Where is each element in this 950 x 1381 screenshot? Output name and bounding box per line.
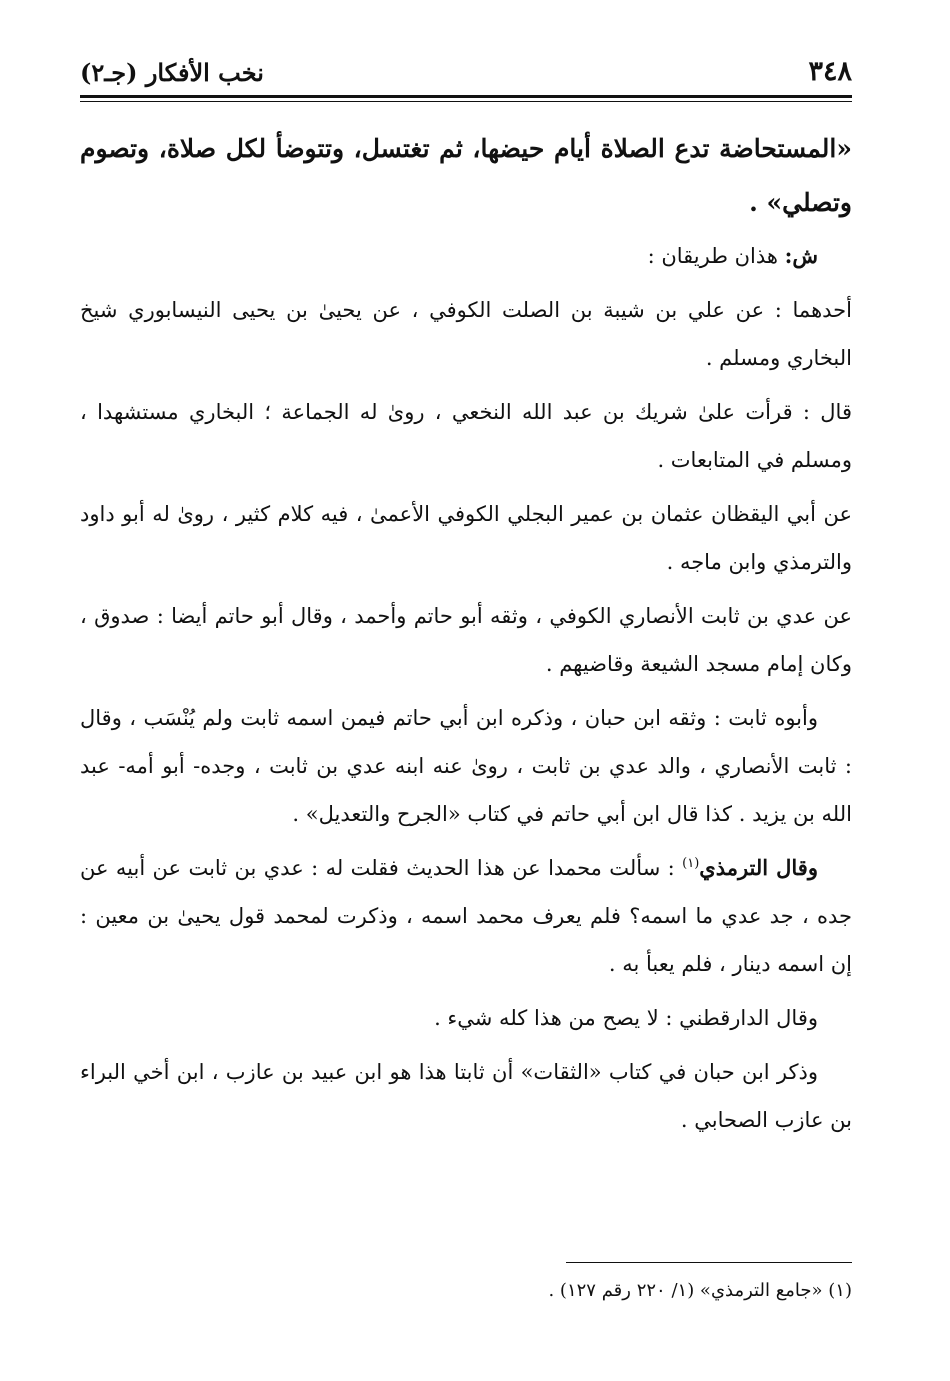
- running-title: نخب الأفكار (جـ٢): [80, 58, 264, 87]
- paragraph-thabit: وأبوه ثابت : وثقه ابن حبان ، وذكره ابن أبي حاتم فيمن اسمه ثابت ولم يُنْسَب ، وقال : ثابت الأنصاري ، والد عدي بن ثابت ، روىٰ عنه ابنه عدي بن ثابت ، وجده- أبو أمه- عبد الله بن يزيد . كذا قال ابن أبي حاتم في كتاب «الجرح والتعديل» .: [80, 706, 852, 826]
- paragraph-daraqutni: وقال الدارقطني : لا يصح من هذا كله شيء .: [434, 1006, 818, 1030]
- tirmidhi-text: : سألت محمدا عن هذا الحديث فقلت له : عدي بن ثابت عن أبيه عن جده ، جد عدي ما اسمه؟ فلم يعرف محمد اسمه ، وذكرت لمحمد قول يحيىٰ بن معين : إن اسمه دينار ، فلم يعبأ به .: [80, 856, 852, 976]
- paragraph-commentary-intro: [80, 232, 852, 280]
- paragraph-abu-yaqzan: عن أبي اليقظان عثمان بن عمير البجلي الكوفي الأعمىٰ ، فيه كلام كثير ، روىٰ له أبو داود والترمذي وابن ماجه .: [80, 502, 852, 574]
- page-number: ٣٤٨: [808, 56, 852, 87]
- footnote: (١) «جامع الترمذي» (١/ ٢٢٠ رقم ١٢٧) .: [548, 1280, 852, 1301]
- header-rule-thick: [80, 95, 852, 98]
- paragraph-tirmidhi: [80, 844, 852, 988]
- paragraph-sharik: قال : قرأت علىٰ شريك بن عبد الله النخعي ، روىٰ له الجماعة ؛ البخاري مستشهدا ، ومسلم في المتابعات .: [80, 400, 852, 472]
- paragraph-ibn-hibban: وذكر ابن حبان في كتاب «الثقات» أن ثابتا هذا هو ابن عبيد بن عازب ، ابن أخي البراء بن عازب الصحابي .: [80, 1060, 852, 1132]
- document-page: [80, 0, 852, 1381]
- footnote-ref[interactable]: (١): [682, 856, 700, 871]
- commentary-marker: ش:: [784, 243, 818, 268]
- commentary-intro-text: هذان طريقان :: [647, 244, 785, 268]
- paragraph-adi-bin-thabit: عن عدي بن ثابت الأنصاري الكوفي ، وثقه أبو حاتم وأحمد ، وقال أبو حاتم أيضا : صدوق ، وكان إمام مسجد الشيعة وقاضيهم .: [80, 604, 852, 676]
- tirmidhi-label: وقال الترمذي: [699, 855, 818, 880]
- hadith-text: «المستحاضة تدع الصلاة أيام حيضها، ثم تغتسل، وتتوضأ لكل صلاة، وتصوم وتصلي» .: [80, 134, 852, 217]
- header-rule-thin: [80, 101, 852, 102]
- paragraph-first-chain: أحدهما : عن علي بن شيبة بن الصلت الكوفي ، عن يحيىٰ بن يحيى النيسابوري شيخ البخاري ومسلم .: [80, 298, 852, 370]
- page-header: [80, 56, 852, 92]
- page-body: [80, 122, 852, 1150]
- footnote-rule: [566, 1262, 852, 1263]
